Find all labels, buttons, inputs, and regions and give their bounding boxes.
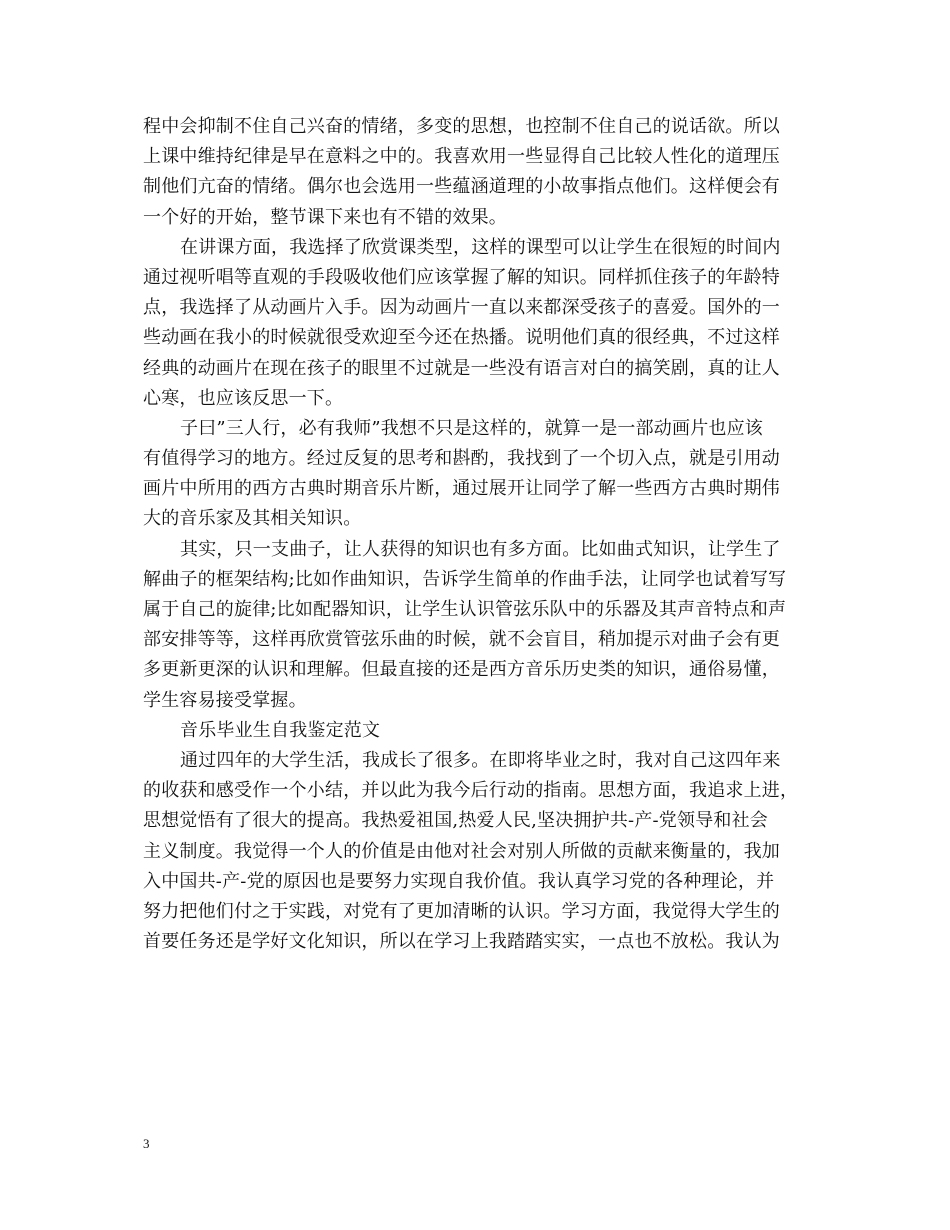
text-line: 其实，只一支曲子，让人获得的知识也有多方面。比如曲式知识，让学生了 [180,538,781,560]
text-line: 多更新更深的认识和理解。但最直接的还是西方音乐历史类的知识，通俗易懂， [143,659,780,681]
text-line: 子曰”三人行，必有我师”我想不只是这样的，就算一是一部动画片也应该 [180,417,764,439]
text-line: 一个好的开始，整节课下来也有不错的效果。 [143,206,507,228]
page-number: 3 [143,1136,150,1151]
text-line: 有值得学习的地方。经过反复的思考和斟酌，我找到了一个切入点，就是引用动 [143,448,780,470]
text-line: 点，我选择了从动画片入手。因为动画片一直以来都深受孩子的喜爱。国外的一 [143,297,780,319]
text-line: 程中会抑制不住自己兴奋的情绪，多变的思想，也控制不住自己的说话欲。所以 [143,116,780,137]
text-line: 在讲课方面，我选择了欣赏课类型，这样的课型可以让学生在很短的时间内 [180,236,781,258]
text-line: 部安排等等，这样再欣赏管弦乐曲的时候，就不会盲目，稍加提示对曲子会有更 [143,629,780,651]
text-line: 的收获和感受作一个小结，并以此为我今后行动的指南。思想方面，我追求上进， [143,780,799,802]
text-line: 入中国共-产-党的原因也是要努力实现自我价值。我认真学习党的各种理论，并 [143,870,775,892]
text-line: 音乐毕业生自我鉴定范文 [180,719,381,741]
text-line: 大的音乐家及其相关知识。 [143,508,362,530]
text-line: 学生容易接受掌握。 [143,689,307,711]
text-line: 制他们亢奋的情绪。偶尔也会选用一些蕴涵道理的小故事指点他们。这样便会有 [143,176,780,198]
text-line: 上课中维持纪律是早在意料之中的。我喜欢用一些显得自己比较人性化的道理压 [143,146,780,168]
text-line: 通过四年的大学生活，我成长了很多。在即将毕业之时，我对自己这四年来 [180,749,781,771]
text-line: 解曲子的框架结构;比如作曲知识，告诉学生简单的作曲手法，让同学也试着写写 [143,568,787,590]
text-line: 属于自己的旋律;比如配器知识，让学生认识管弦乐队中的乐器及其声音特点和声 [143,599,787,620]
text-line: 努力把他们付之于实践，对党有了更加清晰的认识。学习方面，我觉得大学生的 [143,900,780,922]
text-line: 经典的动画片在现在孩子的眼里不过就是一些没有语言对白的搞笑剧，真的让人 [143,357,780,379]
text-line: 主义制度。我觉得一个人的价值是由他对社会对别人所做的贡献来衡量的，我加 [143,840,780,862]
text-line: 画片中所用的西方古典时期音乐片断，通过展开让同学了解一些西方古典时期伟 [143,478,780,500]
text-line: 通过视听唱等直观的手段吸收他们应该掌握了解的知识。同样抓住孩子的年龄特 [143,266,780,288]
text-line: 心寒，也应该反思一下。 [143,387,344,409]
text-line: 思想觉悟有了很大的提高。我热爱祖国,热爱人民,坚决拥护共-产-党领导和社会 [143,810,769,832]
text-line: 些动画在我小的时候就很受欢迎至今还在热播。说明他们真的很经典，不过这样 [143,327,780,349]
text-line: 首要任务还是学好文化知识，所以在学习上我踏踏实实，一点也不放松。我认为 [143,931,780,953]
document-body [143,112,813,957]
